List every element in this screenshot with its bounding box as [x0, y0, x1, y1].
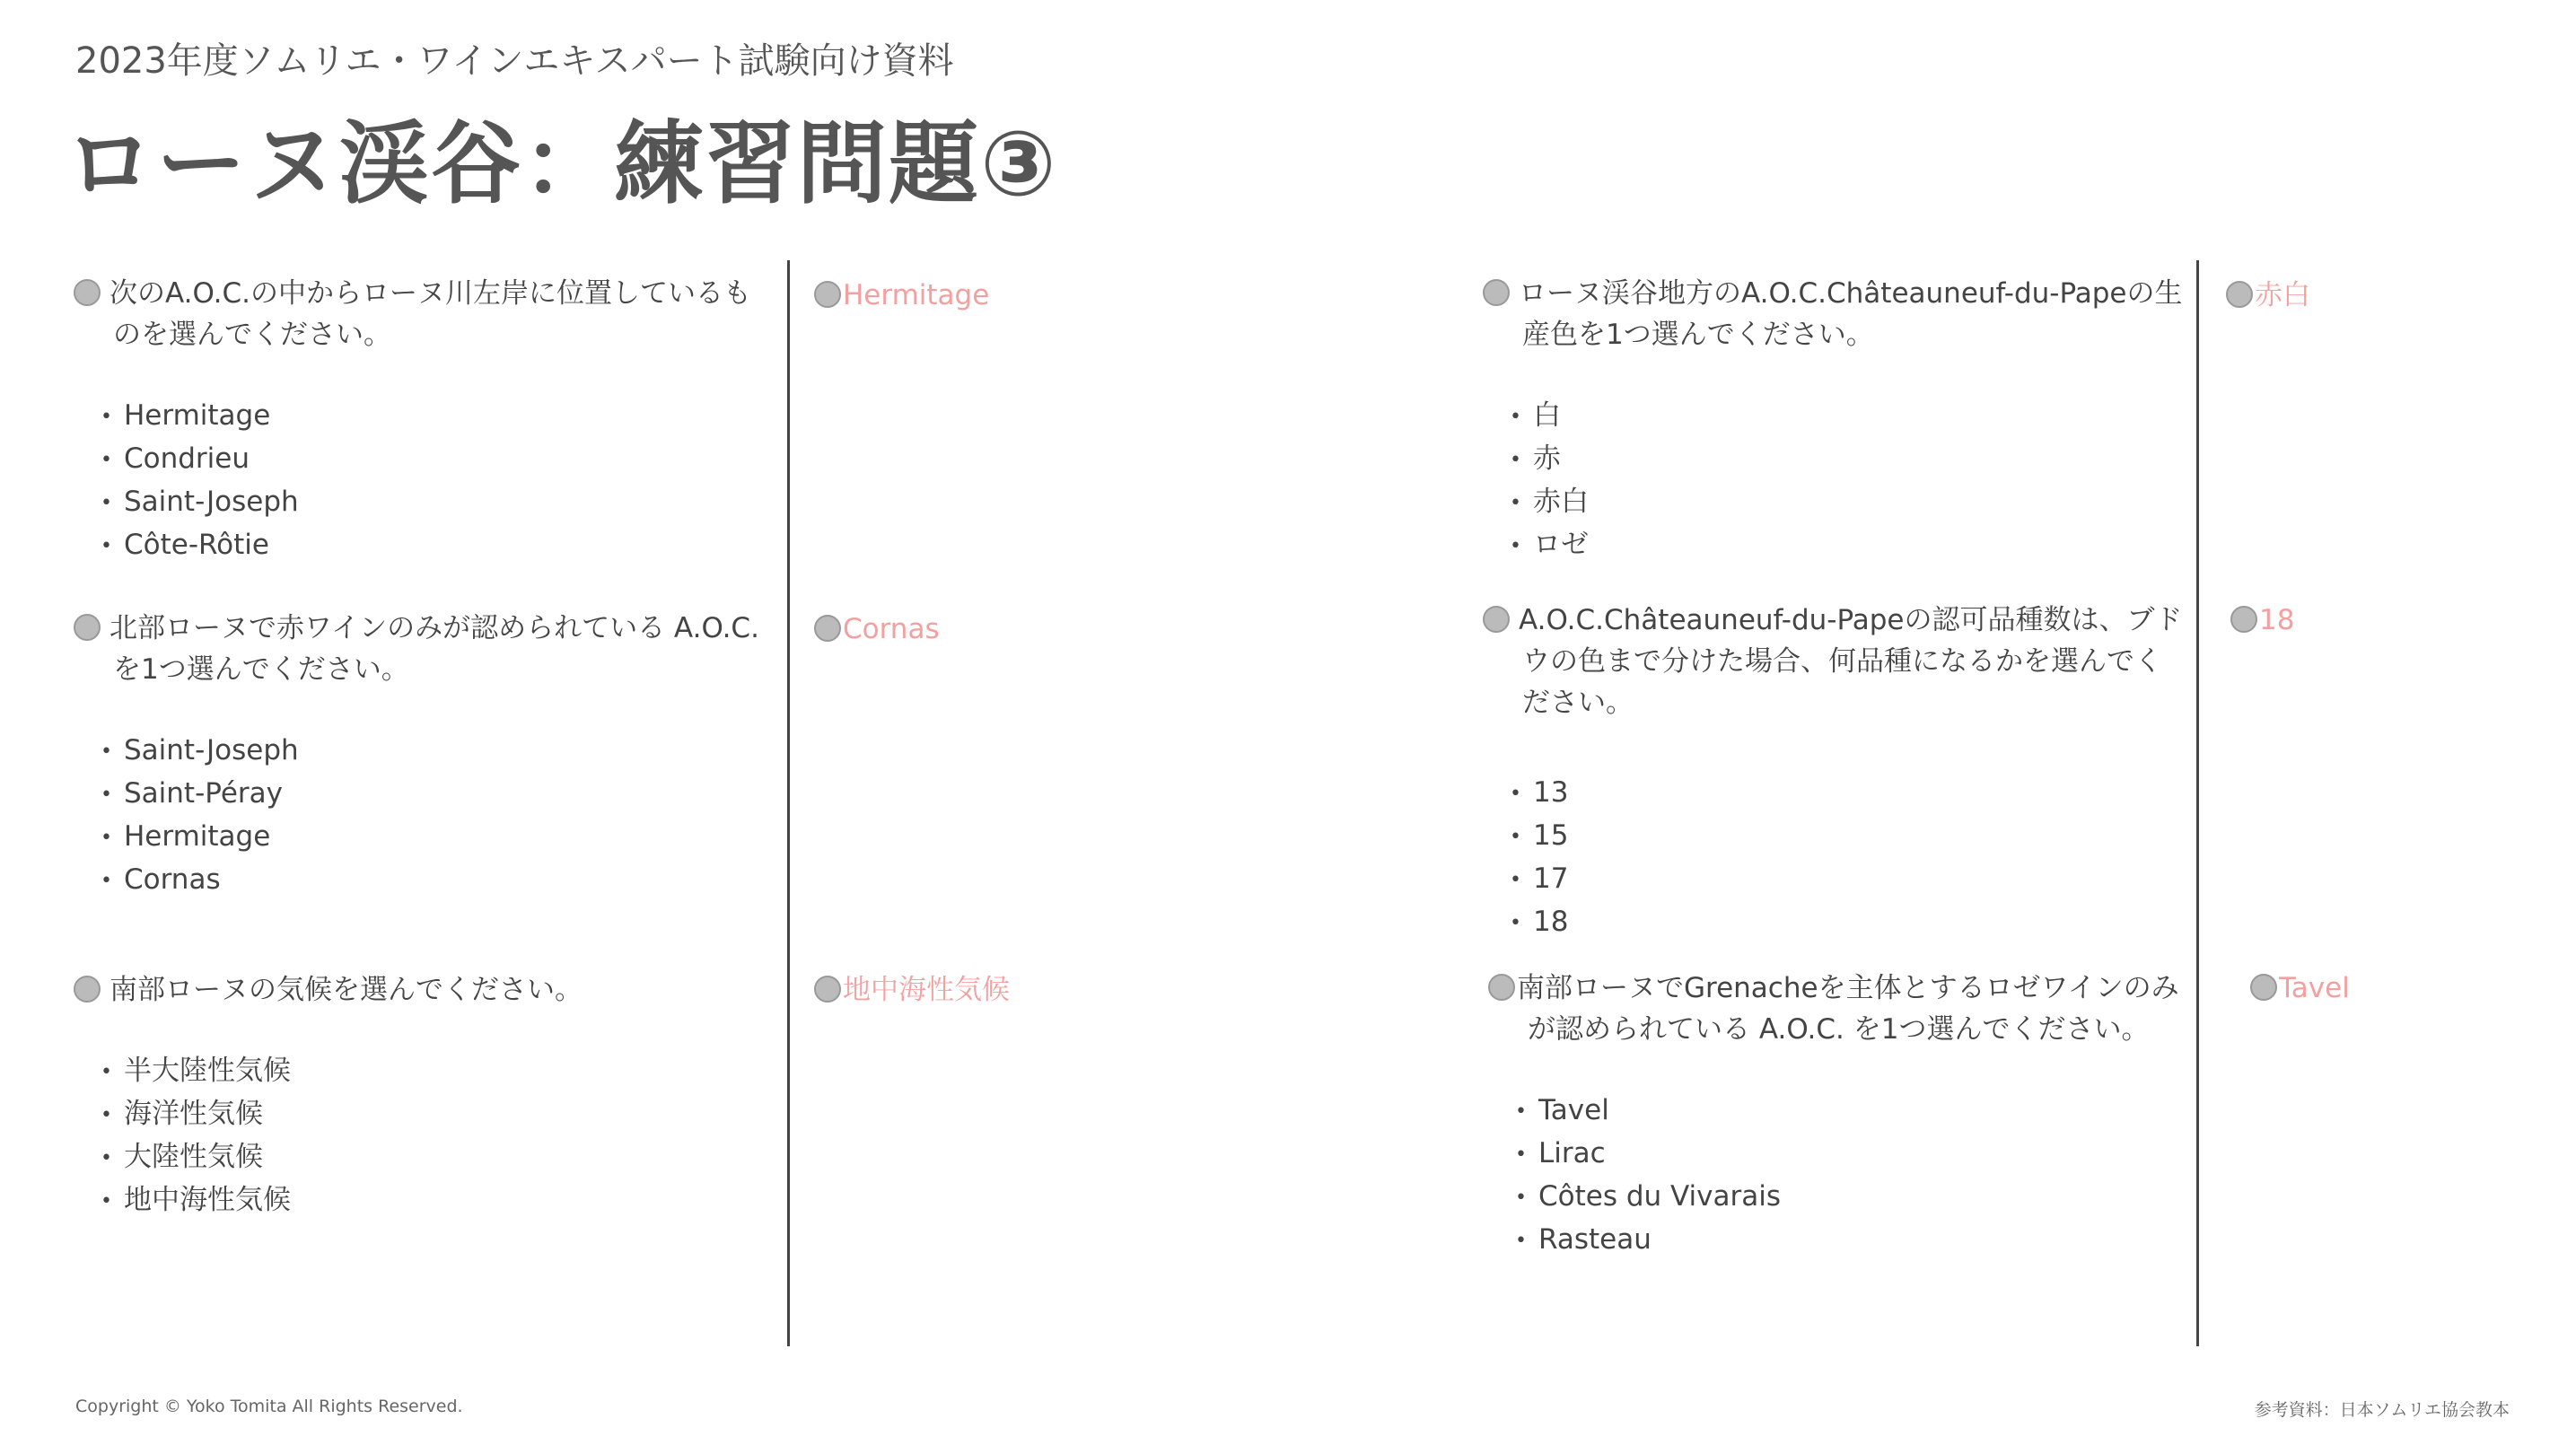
option-item: • Hermitage — [101, 395, 774, 438]
options-list — [74, 1050, 774, 1222]
options-list — [74, 395, 774, 567]
question-bullet-icon — [74, 614, 101, 641]
answer-text: Cornas — [843, 613, 940, 645]
question-text: A.O.C.Châteauneuf-du-Papeの認可品種数は、ブドウの色まで分けた場合、何品種になるかを選んでください。 — [1519, 604, 2183, 719]
option-item: • 地中海性気候 — [101, 1179, 774, 1222]
answer-bullet-icon — [2250, 974, 2277, 1001]
reference-note: 参考資料：日本ソムリエ協会教本 — [2254, 1400, 2510, 1420]
question-text: 北部ローヌで赤ワインのみが認められている A.O.C. を1つ選んでください。 — [110, 612, 759, 686]
answer-text: Hermitage — [843, 279, 990, 311]
answer-1 — [814, 275, 989, 316]
answer-text: Tavel — [2279, 972, 2350, 1004]
question-bullet-icon — [1483, 606, 1510, 633]
answer-4 — [2226, 275, 2310, 316]
column-divider-left — [787, 260, 790, 1346]
answer-bullet-icon — [2226, 281, 2253, 308]
answer-3 — [814, 969, 1010, 1011]
option-item: • Cornas — [101, 859, 774, 902]
option-item: • Côtes du Vivarais — [1515, 1176, 2188, 1219]
column-divider-right — [2196, 260, 2199, 1346]
option-item: • 大陸性気候 — [101, 1136, 774, 1179]
page-title: ローヌ渓谷：練習問題③ — [65, 111, 1058, 216]
option-item: • 17 — [1510, 858, 2183, 901]
question-text: 次のA.O.C.の中からローヌ川左岸に位置しているものを選んでください。 — [110, 277, 752, 351]
question-text: ローヌ渓谷地方のA.O.C.Châteauneuf-du-Papeの生産色を1つ選んでください。 — [1519, 277, 2183, 351]
option-item: • 15 — [1510, 815, 2183, 858]
answer-bullet-icon — [814, 281, 841, 308]
question-3 — [74, 969, 774, 1222]
question-4 — [1483, 273, 2183, 567]
options-list — [1483, 772, 2183, 944]
question-bullet-icon — [1483, 279, 1510, 306]
question-bullet-icon — [1488, 974, 1515, 1001]
option-item: • 13 — [1510, 772, 2183, 815]
answer-text: 赤白 — [2255, 279, 2310, 311]
option-item: • 海洋性気候 — [101, 1093, 774, 1136]
question-bullet-icon — [74, 279, 101, 306]
option-item: • Tavel — [1515, 1090, 2188, 1133]
question-1 — [74, 273, 774, 567]
question-6 — [1488, 968, 2188, 1262]
option-item: • Saint-Joseph — [101, 730, 774, 773]
option-item: • 白 — [1510, 395, 2183, 438]
question-5 — [1483, 600, 2183, 944]
question-2 — [74, 608, 774, 902]
answer-2 — [814, 609, 940, 650]
option-item: • Saint-Péray — [101, 773, 774, 816]
options-list — [1483, 395, 2183, 567]
answer-text: 18 — [2259, 604, 2295, 636]
answer-6 — [2250, 968, 2350, 1009]
question-text: 南部ローヌの気候を選んでください。 — [110, 974, 583, 1006]
option-item: • 半大陸性気候 — [101, 1050, 774, 1093]
answer-bullet-icon — [814, 976, 841, 1003]
option-item: • Hermitage — [101, 816, 774, 859]
option-item: • Saint-Joseph — [101, 481, 774, 524]
option-item: • Lirac — [1515, 1133, 2188, 1176]
option-item: • ロゼ — [1510, 524, 2183, 567]
options-list — [1488, 1090, 2188, 1262]
answer-text: 地中海性気候 — [843, 974, 1010, 1006]
document-subtitle: 2023年度ソムリエ・ワインエキスパート試験向け資料 — [75, 40, 954, 82]
answer-5 — [2230, 600, 2294, 641]
option-item: • 赤 — [1510, 438, 2183, 481]
option-item: • 赤白 — [1510, 481, 2183, 524]
options-list — [74, 730, 774, 902]
answer-bullet-icon — [814, 615, 841, 642]
option-item: • Côte-Rôtie — [101, 524, 774, 567]
copyright: Copyright © Yoko Tomita All Rights Reserved. — [75, 1397, 463, 1416]
answer-bullet-icon — [2230, 606, 2257, 633]
option-item: • Condrieu — [101, 438, 774, 481]
option-item: • Rasteau — [1515, 1219, 2188, 1262]
option-item: • 18 — [1510, 901, 2183, 944]
question-bullet-icon — [74, 976, 101, 1003]
question-text: 南部ローヌでGrenacheを主体とするロゼワインのみが認められている A.O.C. を1つ選んでください。 — [1517, 972, 2179, 1046]
